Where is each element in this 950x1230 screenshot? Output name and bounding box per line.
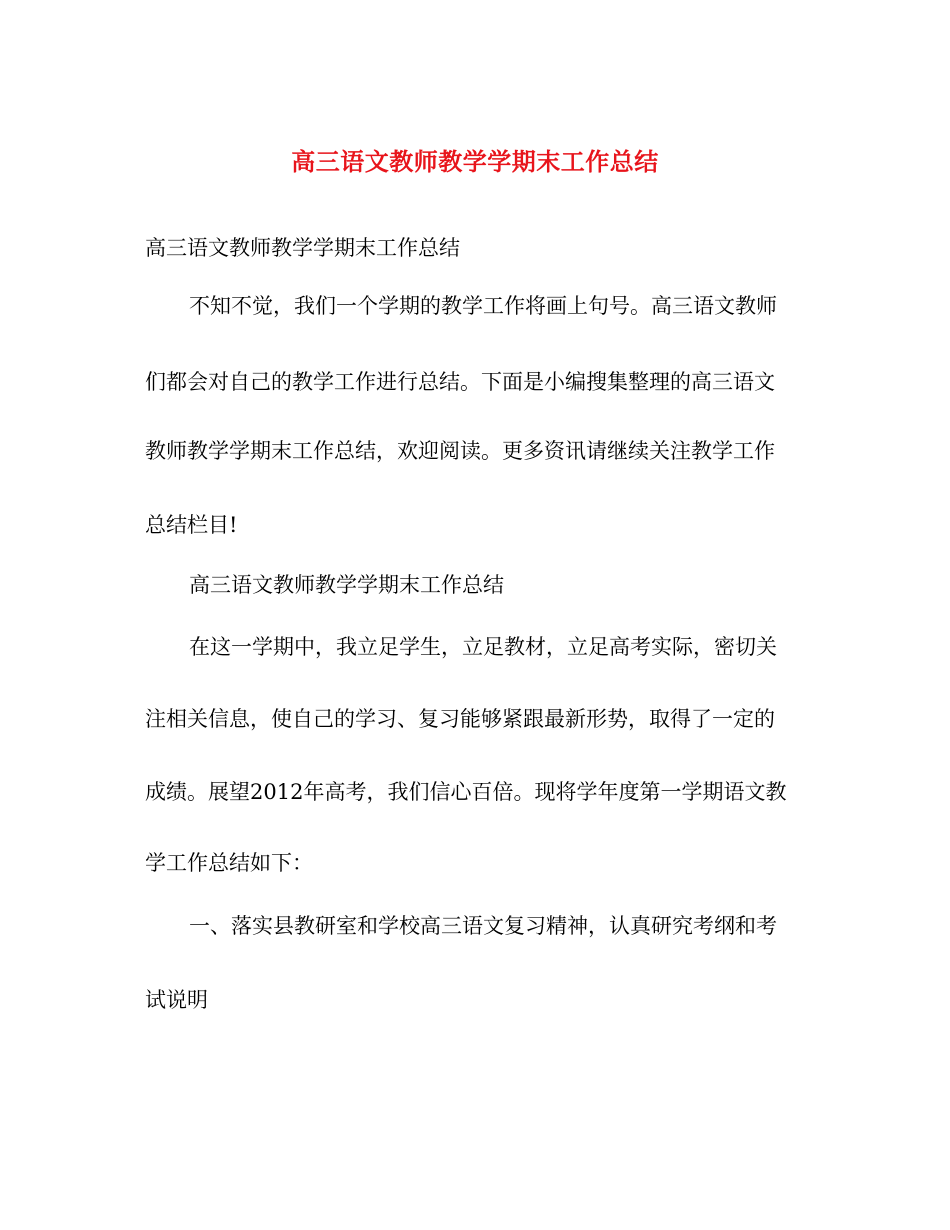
section-heading-line: 高三语文教师教学学期末工作总结 — [189, 573, 504, 597]
paragraph-line: 不知不觉，我们一个学期的教学工作将画上句号。高三语文教师 — [189, 294, 777, 318]
paragraph-line: 们都会对自己的教学工作进行总结。下面是小编搜集整理的高三语文 — [145, 370, 775, 394]
paragraph-line: 总结栏目! — [145, 513, 238, 537]
heading-line: 试说明 — [145, 988, 208, 1012]
heading-line: 一、落实县教研室和学校高三语文复习精神，认真研究考纲和考 — [189, 914, 777, 938]
paragraph-line: 教师教学学期末工作总结，欢迎阅读。更多资讯请继续关注教学工作 — [145, 439, 775, 463]
document-title: 高三语文教师教学学期末工作总结 — [291, 147, 659, 176]
paragraph-line: 学工作总结如下： — [145, 851, 313, 875]
subtitle-line: 高三语文教师教学学期末工作总结 — [145, 236, 460, 260]
paragraph-line: 在这一学期中，我立足学生，立足教材，立足高考实际，密切关 — [189, 635, 777, 659]
paragraph-line: 注相关信息，使自己的学习、复习能够紧跟最新形势，取得了一定的 — [145, 707, 775, 731]
paragraph-line: 成绩。展望2012年高考，我们信心百倍。现将学年度第一学期语文教 — [145, 780, 787, 804]
